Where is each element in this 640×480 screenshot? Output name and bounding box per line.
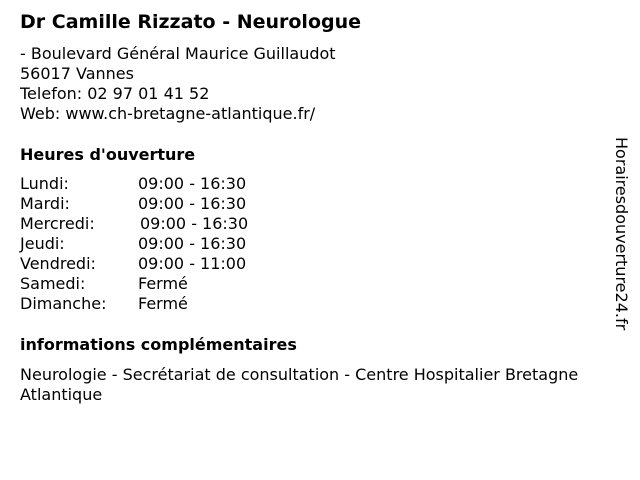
time-value: Fermé xyxy=(138,294,188,313)
time-value: 09:00 - 11:00 xyxy=(138,254,247,273)
hours-row-tuesday xyxy=(20,194,248,214)
additional-info-text: Neurologie - Secrétariat de consultation - Centre Hospitalier Bretagne Atlantique xyxy=(20,365,579,404)
hours-row-sunday xyxy=(20,294,248,314)
page-title: Dr Camille Rizzato - Neurologue xyxy=(20,11,362,33)
opening-hours-table xyxy=(20,174,248,314)
hours-row-saturday xyxy=(20,274,248,294)
time-value: 09:00 - 16:30 xyxy=(140,214,249,233)
hours-row-wednesday xyxy=(20,214,248,234)
hours-row-monday xyxy=(20,174,248,194)
hours-row-thursday xyxy=(20,234,248,254)
time-value: 09:00 - 16:30 xyxy=(138,174,247,193)
street-address: - Boulevard Général Maurice Guillaudot xyxy=(20,44,336,63)
day-label: Vendredi: xyxy=(20,254,96,273)
address-block xyxy=(20,44,336,124)
time-value: Fermé xyxy=(138,274,188,293)
hours-row-friday xyxy=(20,254,248,274)
day-label: Mardi: xyxy=(20,194,70,213)
day-label: Mercredi: xyxy=(20,214,95,233)
watermark-text: Horairesdouverture24.fr xyxy=(612,137,631,331)
time-value: 09:00 - 16:30 xyxy=(138,194,247,213)
day-label: Lundi: xyxy=(20,174,69,193)
website: Web: www.ch-bretagne-atlantique.fr/ xyxy=(20,104,316,123)
opening-hours-heading: Heures d'ouverture xyxy=(20,145,196,164)
day-label: Samedi: xyxy=(20,274,86,293)
additional-info-heading: informations complémentaires xyxy=(20,335,297,354)
phone-number: Telefon: 02 97 01 41 52 xyxy=(20,84,210,103)
city: 56017 Vannes xyxy=(20,64,134,83)
day-label: Jeudi: xyxy=(20,234,65,253)
time-value: 09:00 - 16:30 xyxy=(138,234,247,253)
day-label: Dimanche: xyxy=(20,294,107,313)
